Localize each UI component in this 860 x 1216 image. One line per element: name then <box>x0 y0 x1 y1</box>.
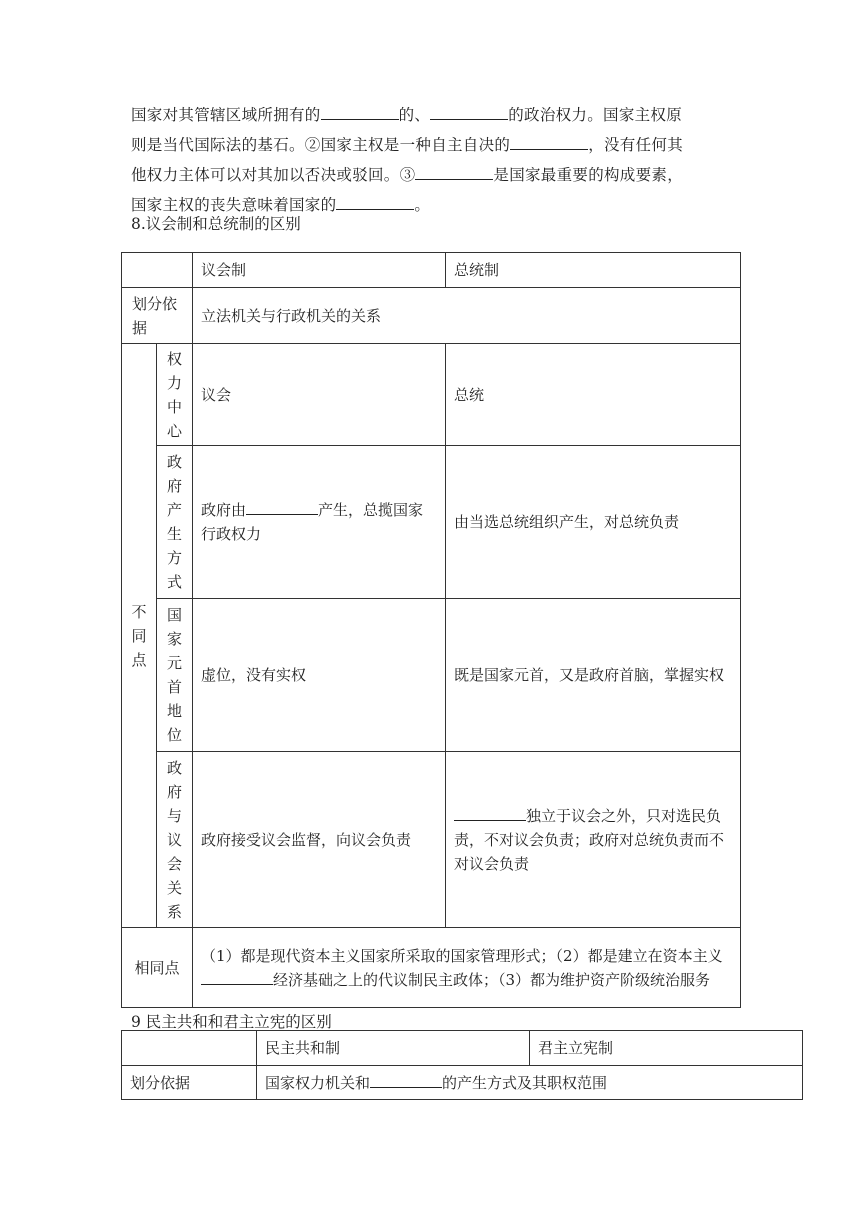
row-value <box>193 928 741 1008</box>
table-row <box>122 288 741 344</box>
cell-left: 政府接受议会监督，向议会负责 <box>193 752 446 928</box>
row-label: 划分依据 <box>122 1066 257 1100</box>
row-label: 权力中心 <box>157 344 193 446</box>
table-header-row <box>122 253 741 288</box>
row-label: 政府产生方式 <box>157 446 193 599</box>
text-segment: 国家主权的丧失意味着国家的 <box>131 196 337 214</box>
text-segment: 则是当代国际法的基石。②国家主权是一种自主自决的 <box>131 136 511 154</box>
column-header: 君主立宪制 <box>530 1031 803 1066</box>
column-header: 民主共和制 <box>257 1031 530 1066</box>
row-label: 相同点 <box>122 928 193 1008</box>
table-row <box>122 1066 803 1100</box>
table-row <box>122 752 741 928</box>
column-header: 议会制 <box>193 253 446 288</box>
text-segment: 是国家最重要的构成要素， <box>493 166 684 184</box>
parliament-vs-presidential-table <box>121 252 741 1008</box>
fill-blank[interactable] <box>430 104 508 121</box>
text-segment: 他权力主体可以对其加以否决或驳回。③ <box>131 166 416 184</box>
empty-cell <box>122 1031 257 1066</box>
text-segment: 政府由 <box>201 501 247 519</box>
row-label: 政府与议会关系 <box>157 752 193 928</box>
intro-paragraph <box>131 100 731 220</box>
fill-blank[interactable] <box>336 194 414 211</box>
row-value <box>257 1066 803 1100</box>
text-segment: 国家权力机关和 <box>265 1073 371 1092</box>
table-row <box>122 446 741 599</box>
fill-blank[interactable] <box>454 805 526 821</box>
fill-blank[interactable] <box>370 1072 442 1088</box>
cell-left: 议会 <box>193 344 446 446</box>
paragraph-line-3 <box>131 160 731 190</box>
table-row <box>122 599 741 752</box>
text-segment: 国家对其管辖区域所拥有的 <box>131 106 321 124</box>
row-label: 国家元首地位 <box>157 599 193 752</box>
row-label: 划分依据 <box>122 288 193 344</box>
fill-blank[interactable] <box>201 969 273 985</box>
fill-blank[interactable] <box>510 134 588 151</box>
table-row <box>122 928 741 1008</box>
cell-right: 总统 <box>446 344 741 446</box>
cell-left: 虚位，没有实权 <box>193 599 446 752</box>
empty-cell <box>122 253 193 288</box>
fill-blank[interactable] <box>246 499 318 515</box>
column-header: 总统制 <box>446 253 741 288</box>
text-segment: ，没有任何其 <box>588 136 684 154</box>
republic-vs-monarchy-table <box>121 1030 803 1100</box>
diff-label: 不同点 <box>122 344 157 928</box>
text-segment: （1）都是现代资本主义国家所采取的国家管理形式；（2）都是建立在资本主义 <box>201 946 723 965</box>
text-segment: 产生，总揽国家行政权力 <box>201 501 424 543</box>
fill-blank[interactable] <box>415 164 493 181</box>
text-segment: 经济基础之上的代议制民主政体；（3）都为维护资产阶级统治服务 <box>273 970 711 989</box>
cell-right: 既是国家元首，又是政府首脑，掌握实权 <box>446 599 741 752</box>
table-header-row <box>122 1031 803 1066</box>
section-8-heading: 8.议会制和总统制的区别 <box>131 215 301 233</box>
cell-right: 由当选总统组织产生，对总统负责 <box>446 446 741 599</box>
text-segment: 的政治权力。国家主权原 <box>508 106 683 124</box>
text-segment: 。 <box>414 196 431 214</box>
text-segment: 独立于议会之外，只对选民负责，不对议会负责；政府对总统负责而不对议会负责 <box>454 806 725 873</box>
paragraph-line-1 <box>131 100 731 130</box>
cell-right <box>446 752 741 928</box>
cell-left <box>193 446 446 599</box>
row-value: 立法机关与行政机关的关系 <box>193 288 741 344</box>
table-row <box>122 344 741 446</box>
fill-blank[interactable] <box>321 104 399 121</box>
text-segment: 的产生方式及其职权范围 <box>442 1073 608 1092</box>
text-segment: 的、 <box>398 106 431 124</box>
section-9-heading: 9 民主共和和君主立宪的区别 <box>131 1013 332 1031</box>
paragraph-line-2 <box>131 130 731 160</box>
